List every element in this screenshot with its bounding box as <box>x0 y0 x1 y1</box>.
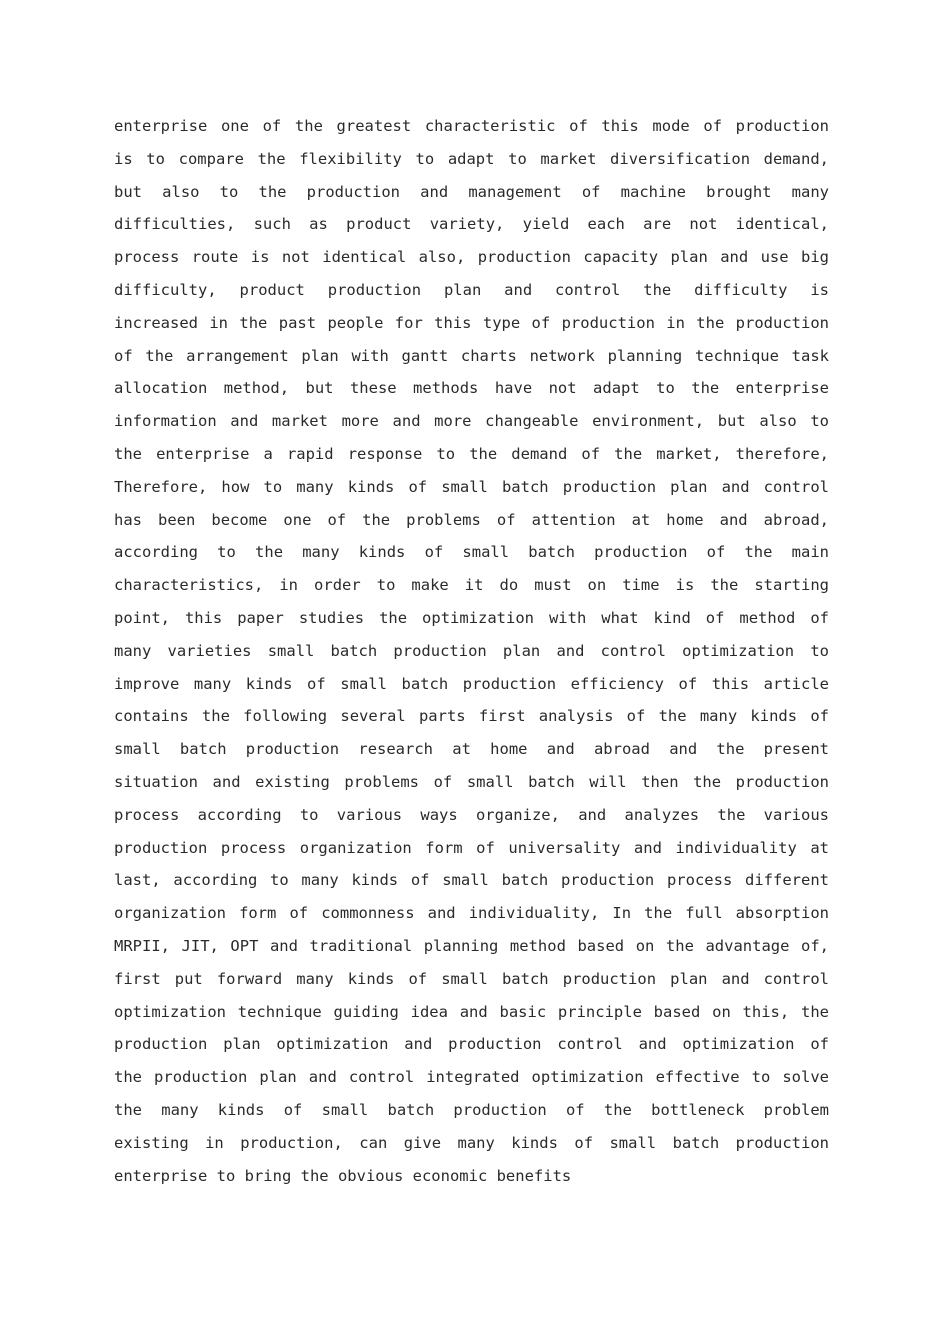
text-line: increased in the past people for this type of production in the production <box>114 313 829 332</box>
text-line: according to the many kinds of small batch production of the main <box>114 543 829 562</box>
text-line: process route is not identical also, production capacity plan and use big <box>114 248 829 267</box>
text-line: characteristics, in order to make it do must on time is the starting <box>114 576 829 595</box>
text-line: enterprise to bring the obvious economic benefits <box>114 1166 572 1185</box>
text-line: the production plan and control integrated optimization effective to solve <box>114 1068 829 1087</box>
text-line: difficulty, product production plan and control the difficulty is <box>114 280 829 299</box>
text-line: improve many kinds of small batch production efficiency of this article <box>114 674 829 693</box>
text-line: allocation method, but these methods have not adapt to the enterprise <box>114 379 829 398</box>
text-line: process according to various ways organize, and analyzes the various <box>114 805 829 824</box>
text-line: Therefore, how to many kinds of small batch production plan and control <box>114 477 829 496</box>
text-line: but also to the production and management of machine brought many <box>114 182 829 201</box>
text-line: has been become one of the problems of attention at home and abroad, <box>114 510 829 529</box>
text-line: is to compare the flexibility to adapt to market diversification demand, <box>114 149 829 168</box>
text-line: optimization technique guiding idea and basic principle based on this, the <box>114 1002 829 1021</box>
text-line: production process organization form of universality and individuality at <box>114 838 829 857</box>
text-line: information and market more and more changeable environment, but also to <box>114 412 829 431</box>
text-line: MRPII, JIT, OPT and traditional planning method based on the advantage of, <box>114 936 829 955</box>
text-line: first put forward many kinds of small batch production plan and control <box>114 969 829 988</box>
text-line: difficulties, such as product variety, yield each are not identical, <box>114 215 829 234</box>
text-line: many varieties small batch production plan and control optimization to <box>114 641 829 660</box>
text-line: the enterprise a rapid response to the demand of the market, therefore, <box>114 444 829 463</box>
text-line: existing in production, can give many kinds of small batch production <box>114 1133 829 1152</box>
text-line: point, this paper studies the optimization with what kind of method of <box>114 608 829 627</box>
text-line: last, according to many kinds of small batch production process different <box>114 871 829 890</box>
body-paragraph <box>114 110 829 1192</box>
text-line: of the arrangement plan with gantt charts network planning technique task <box>114 346 829 365</box>
text-line: small batch production research at home and abroad and the present <box>114 740 829 759</box>
text-line: the many kinds of small batch production of the bottleneck problem <box>114 1100 829 1119</box>
text-line: situation and existing problems of small batch will then the production <box>114 772 829 791</box>
text-line: contains the following several parts first analysis of the many kinds of <box>114 707 829 726</box>
text-line: organization form of commonness and individuality, In the full absorption <box>114 904 829 923</box>
text-line: enterprise one of the greatest characteristic of this mode of production <box>114 117 829 135</box>
text-line: production plan optimization and production control and optimization of <box>114 1035 829 1054</box>
